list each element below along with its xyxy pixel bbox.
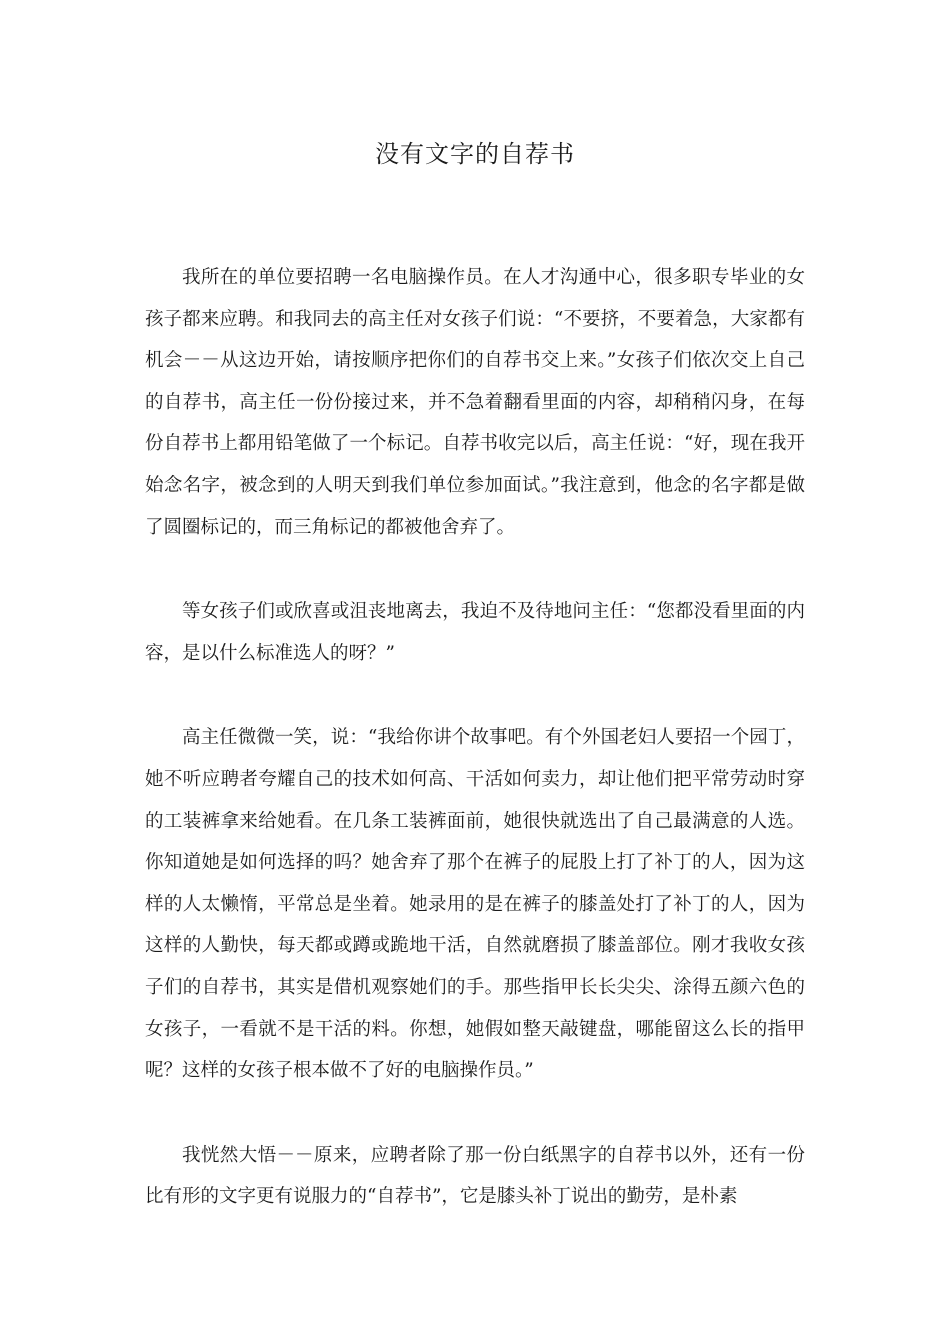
document-title: 没有文字的自荐书 bbox=[375, 140, 575, 168]
paragraph-3: 高主任微微一笑，说：“我给你讲个故事吧。有个外国老妇人要招一个园丁，她不听应聘者夸耀自己的技术如何高、干活如何卖力，却让他们把平常劳动时穿的工装裤拿来给她看。在几条工装裤面前，她很快就选出了自己最满意的人选。你知道她是如何选择的吗？她舍弃了那个在裤子的屁股上打了补丁的人，因为这样的人太懒惰，平常总是坐着。她录用的是在裤子的膝盖处打了补丁的人，因为这样的人勤快，每天都或蹲或跪地干活，自然就磨损了膝盖部位。刚才我收女孩子们的自荐书，其实是借机观察她们的手。那些指甲长长尖尖、涂得五颜六色的女孩子，一看就不是干活的料。你想，她假如整天敲键盘，哪能留这么长的指甲呢？这样的女孩子根本做不了好的电脑操作员。” bbox=[145, 727, 805, 1082]
paragraph-4: 我恍然大悟－－原来，应聘者除了那一份白纸黑字的自荐书以外，还有一份比有形的文字更有说服力的“自荐书”，它是膝头补丁说出的勤劳，是朴素 bbox=[145, 1144, 805, 1208]
document-body bbox=[145, 257, 805, 1261]
paragraph-2: 等女孩子们或欣喜或沮丧地离去，我迫不及待地问主任：“您都没看里面的内容，是以什么标准选人的呀？” bbox=[145, 601, 805, 664]
paragraph-1: 我所在的单位要招聘一名电脑操作员。在人才沟通中心，很多职专毕业的女孩子都来应聘。和我同去的高主任对女孩子们说：“不要挤，不要着急，大家都有机会－－从这边开始，请按顺序把你们的自荐书交上来。”女孩子们依次交上自己的自荐书，高主任一份份接过来，并不急着翻看里面的内容，却稍稍闪身，在每份自荐书上都用铅笔做了一个标记。自荐书收完以后，高主任说：“好，现在我开始念名字，被念到的人明天到我们单位参加面试。”我注意到，他念的名字都是做了圆圈标记的，而三角标记的都被他舍弃了。 bbox=[145, 267, 805, 538]
